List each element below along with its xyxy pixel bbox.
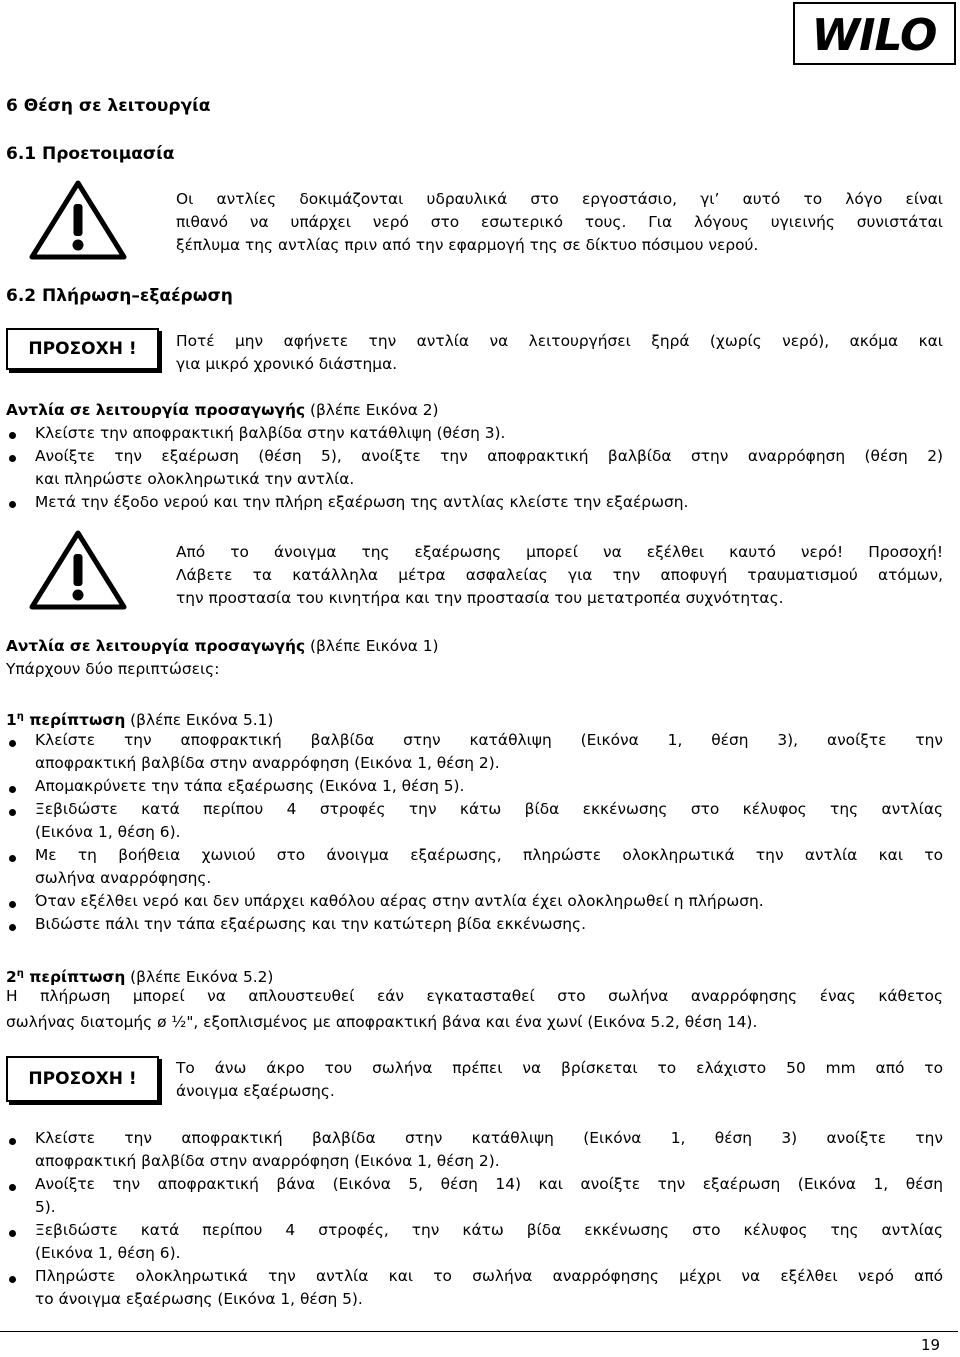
caution-label: ΠΡΟΣΟΧΗ ! — [28, 1069, 137, 1089]
bullet-dot — [9, 855, 16, 862]
caution-label: ΠΡΟΣΟΧΗ ! — [28, 339, 137, 359]
pipe-warning-line-2: άνοιγμα εξαέρωσης. — [176, 1082, 335, 1100]
case-2-bullet-1-line-1: Κλείστε την αποφρακτική βαλβίδα στην κατάθλιψη (Εικόνα 1, θέση 3) ανοίξτε την — [35, 1129, 943, 1147]
caution-badge — [6, 328, 159, 370]
bullet-dot — [9, 1138, 16, 1145]
pump-a-heading-bold: Αντλία σε λειτουργία προσαγωγής — [6, 401, 306, 419]
prep-line-2: πιθανό να υπάρχει νερό στο εσωτερικό τους. Για λόγους υγιεινής συνιστάται — [176, 213, 943, 231]
bullet-dot — [9, 924, 16, 931]
bullet-dot — [9, 1276, 16, 1283]
case-1-word: περίπτωση — [23, 711, 126, 730]
prep-line-1: Οι αντλίες δοκιμάζονται υδραυλικά στο εργοστάσιο, γι’ αυτό το λόγο είναι — [176, 190, 943, 208]
case-1-number: 1 — [6, 711, 17, 730]
pump-b-intro: Υπάρχουν δύο περιπτώσεις: — [6, 660, 220, 678]
case-2-bullet-4-line-1: Πληρώστε ολοκληρωτικά την αντλία και το σωλήνα αναρρόφησης μέχρι να εξέλθει νερό από — [35, 1267, 943, 1285]
case-2-bullet-4-line-2: το άνοιγμα εξαέρωσης (Εικόνα 1, θέση 5). — [35, 1290, 363, 1308]
pump-b-heading-ref: (βλέπε Εικόνα 1) — [305, 637, 439, 655]
case-1-bullet-3-line-1: Ξεβιδώστε κατά περίπου 4 στροφές την κάτω βίδα εκκένωσης στο κέλυφος της αντλίας — [35, 800, 943, 818]
hot-water-caution-line-2: Λάβετε τα κατάλληλα μέτρα ασφαλείας για την αποφυγή τραυματισμού ατόμων, — [176, 566, 943, 584]
case-2-ref: (βλέπε Εικόνα 5.2) — [125, 968, 274, 987]
bullet-dot — [9, 1184, 16, 1191]
pump-a-bullet-2-line-2: και πληρώστε ολοκληρωτικά την αντλία. — [35, 470, 355, 488]
case-2-para-line-2: σωλήνας διατομής ø ½", εξοπλισμένος με αποφρακτική βάνα και ένα χωνί (Εικόνα 5.2, θέση 14). — [6, 1013, 758, 1031]
bullet-dot — [9, 809, 16, 816]
case-2-bullet-3-line-2: (Εικόνα 1, θέση 6). — [35, 1244, 181, 1262]
bullet-dot — [9, 740, 16, 747]
bullet-dot — [9, 901, 16, 908]
bullet-dot — [9, 1230, 16, 1237]
case-1-bullet-4-line-2: σωλήνα αναρρόφησης. — [35, 869, 212, 887]
case-2-bullet-2-line-2: 5). — [35, 1198, 56, 1216]
case-1-bullet-1-line-1: Κλείστε την αποφρακτική βαλβίδα στην κατάθλιψη (Εικόνα 1, θέση 3), ανοίξτε την — [35, 731, 943, 749]
case-1-bullet-5: Όταν εξέλθει νερό και δεν υπάρχει καθόλου αέρας στην αντλία έχει ολοκληρωθεί η πλήρωση. — [35, 892, 764, 910]
case-1-bullet-4-line-1: Με τη βοήθεια χωνιού στο άνοιγμα εξαέρωσης, πληρώστε ολοκληρωτικά την αντλία και το — [35, 846, 943, 864]
case-2-bullet-1-line-2: αποφρακτική βαλβίδα στην αναρρόφηση (Εικόνα 1, θέση 2). — [35, 1152, 500, 1170]
pump-b-heading — [6, 635, 439, 658]
pump-a-bullet-2-line-1: Ανοίξτε την εξαέρωση (θέση 5), ανοίξτε την αποφρακτική βαλβίδα στην αναρρόφηση (θέση 2) — [35, 447, 943, 465]
wilo-logo — [793, 2, 956, 65]
section-6-title: 6 Θέση σε λειτουργία — [6, 96, 211, 116]
bullet-dot — [9, 501, 16, 508]
pump-b-heading-bold: Αντλία σε λειτουργία προσαγωγής — [6, 637, 306, 655]
warning-triangle-icon — [29, 530, 127, 610]
case-1-bullet-2: Απομακρύνετε την τάπα εξαέρωσης (Εικόνα 1, θέση 5). — [35, 777, 465, 795]
bullet-dot — [9, 432, 16, 439]
section-6-2-title: 6.2 Πλήρωση–εξαέρωση — [6, 286, 233, 306]
section-6-1-title: 6.1 Προετοιμασία — [6, 144, 175, 164]
hot-water-caution-line-3: την προστασία του κινητήρα και την προστασία του μετατροπέα συχνότητας. — [176, 589, 784, 607]
case-1-bullet-3-line-2: (Εικόνα 1, θέση 6). — [35, 823, 181, 841]
pump-a-bullet-3: Μετά την έξοδο νερού και την πλήρη εξαέρωση της αντλίας κλείστε την εξαέρωση. — [35, 493, 689, 511]
wilo-logo-mark — [795, 4, 954, 63]
warning-triangle-icon — [29, 180, 127, 260]
case-2-sup: η — [16, 968, 24, 979]
case-2-number: 2 — [6, 968, 17, 987]
case-1-bullet-6: Βιδώστε πάλι την τάπα εξαέρωσης και την κατώτερη βίδα εκκένωσης. — [35, 915, 586, 933]
hot-water-caution-line-1: Από το άνοιγμα της εξαέρωσης μπορεί να εξέλθει καυτό νερό! Προσοχή! — [176, 543, 943, 561]
case-1-sup: η — [16, 711, 24, 722]
case-2-para-line-1: Η πλήρωση μπορεί να απλουστευθεί εάν εγκατασταθεί στο σωλήνα αναρρόφησης ένας κάθετος — [6, 987, 943, 1005]
page-number: 19 — [921, 1336, 941, 1354]
dry-run-warning-line-2: για μικρό χρονικό διάστημα. — [176, 355, 398, 373]
case-2-word: περίπτωση — [23, 968, 126, 987]
case-2-bullet-2-line-1: Ανοίξτε την αποφρακτική βάνα (Εικόνα 5, θέση 14) και ανοίξτε την εξαέρωση (Εικόνα 1, θέση — [35, 1175, 943, 1193]
footer-rule — [0, 1331, 958, 1332]
logo-text: WILO — [811, 10, 937, 61]
pump-a-heading — [6, 399, 439, 422]
bullet-dot — [9, 455, 16, 462]
caution-badge — [6, 1056, 159, 1102]
case-1-ref: (βλέπε Εικόνα 5.1) — [125, 711, 274, 730]
pump-a-heading-ref: (βλέπε Εικόνα 2) — [305, 401, 439, 419]
dry-run-warning-line-1: Ποτέ μην αφήνετε την αντλία να λειτουργήσει ξηρά (χωρίς νερό), ακόμα και — [176, 332, 943, 350]
case-1-bullet-1-line-2: αποφρακτική βαλβίδα στην αναρρόφηση (Εικόνα 1, θέση 2). — [35, 754, 500, 772]
prep-line-3: ξέπλυμα της αντλίας πριν από την εφαρμογή της σε δίκτυο πόσιμου νερού. — [176, 236, 759, 254]
bullet-dot — [9, 786, 16, 793]
pump-a-bullet-1: Κλείστε την αποφρακτική βαλβίδα στην κατάθλιψη (θέση 3). — [35, 424, 506, 442]
pipe-warning-line-1: Το άνω άκρο του σωλήνα πρέπει να βρίσκεται το ελάχιστο 50 mm από το — [176, 1059, 943, 1077]
case-2-bullet-3-line-1: Ξεβιδώστε κατά περίπου 4 στροφές, την κάτω βίδα εκκένωσης στο κέλυφος της αντλίας — [35, 1221, 943, 1239]
